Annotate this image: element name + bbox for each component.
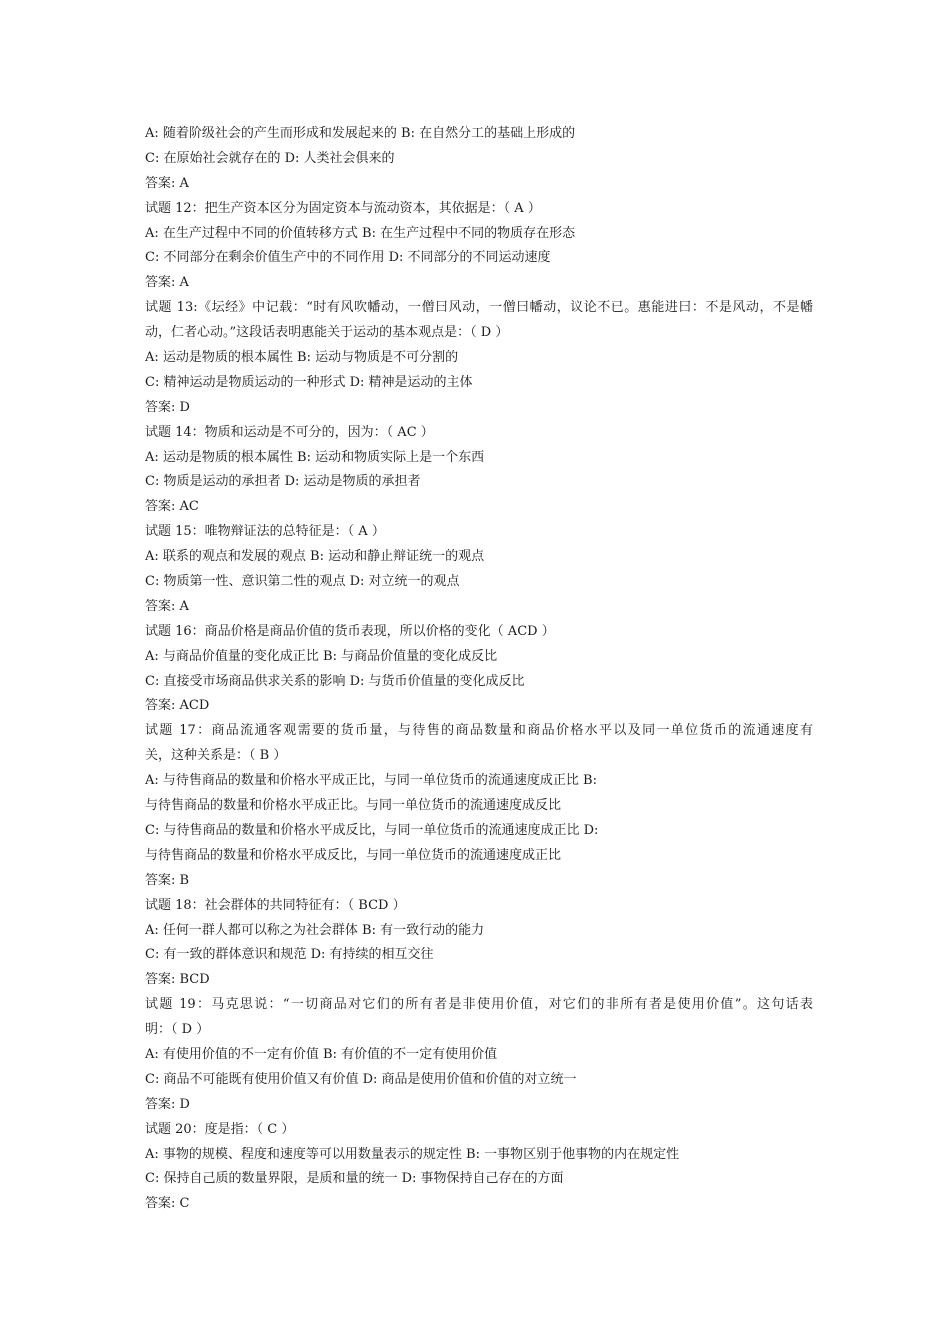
question-line: 试题 20：度是指：（ C ） — [145, 1121, 295, 1137]
question-line: 试题 18：社会群体的共同特征有：（ BCD ） — [145, 897, 406, 913]
question-line: 试题 17：商品流通客观需要的货币量，与待售的商品数量和商品价格水平以及同一单位货币的流通速度有 — [145, 723, 813, 739]
question-line: 试题 16：商品价格是商品价值的货币表现，所以价格的变化（ ACD ） — [145, 623, 555, 639]
answer-line: 答案: A — [145, 275, 189, 291]
question-line: 试题 13:《坛经》中记载：“时有风吹幡动，一僧曰风动，一僧曰幡动，议论不已。惠能进曰：不是风动，不是幡 — [145, 300, 813, 316]
option-line: A: 运动是物质的根本属性 B: 运动和物质实际上是一个东西 — [145, 449, 485, 465]
question-line: 试题 12：把生产资本区分为固定资本与流动资本，其依据是：（ A ） — [145, 200, 541, 216]
option-line: C: 不同部分在剩余价值生产中的不同作用 D: 不同部分的不同运动速度 — [145, 250, 551, 266]
option-line: C: 保持自己质的数量界限，是质和量的统一 D: 事物保持自己存在的方面 — [145, 1171, 564, 1187]
question-line: 试题 15：唯物辩证法的总特征是：（ A ） — [145, 524, 385, 540]
option-line: C: 物质是运动的承担者 D: 运动是物质的承担者 — [145, 474, 421, 490]
option-line: C: 物质第一性、意识第二性的观点 D: 对立统一的观点 — [145, 574, 460, 590]
option-line: A: 与待售商品的数量和价格水平成正比，与同一单位货币的流通速度成正比 B: — [145, 773, 597, 789]
option-line: A: 运动是物质的根本属性 B: 运动与物质是不可分割的 — [145, 350, 459, 366]
option-line: C: 商品不可能既有使用价值又有价值 D: 商品是使用价值和价值的对立统一 — [145, 1071, 577, 1087]
answer-line: 答案: AC — [145, 499, 199, 515]
question-line-continued: 明：（ D ） — [145, 1022, 210, 1038]
answer-line: 答案: B — [145, 872, 190, 888]
answer-line: 答案: A — [145, 598, 189, 614]
option-line: A: 联系的观点和发展的观点 B: 运动和静止辩证统一的观点 — [145, 549, 485, 565]
answer-line: 答案: D — [145, 1096, 190, 1112]
option-line: A: 有使用价值的不一定有价值 B: 有价值的不一定有使用价值 — [145, 1046, 498, 1062]
option-line: A: 在生产过程中不同的价值转移方式 B: 在生产过程中不同的物质存在形态 — [145, 225, 576, 241]
option-line: C: 精神运动是物质运动的一种形式 D: 精神是运动的主体 — [145, 374, 473, 390]
answer-line: 答案: D — [145, 399, 190, 415]
option-line: C: 直接受市场商品供求关系的影响 D: 与货币价值量的变化成反比 — [145, 673, 525, 689]
option-line: C: 与待售商品的数量和价格水平成反比，与同一单位货币的流通速度成正比 D: — [145, 822, 599, 838]
question-line-continued: 关，这种关系是：（ B ） — [145, 748, 287, 764]
question-line: 试题 19：马克思说：“一切商品对它们的所有者是非使用价值，对它们的非所有者是使用价值”。这句话表 — [145, 997, 813, 1013]
document-page — [145, 122, 813, 1217]
option-line: A: 事物的规模、程度和速度等可以用数量表示的规定性 B: 一事物区别于他事物的内在规定性 — [145, 1146, 680, 1162]
option-line: A: 与商品价值量的变化成正比 B: 与商品价值量的变化成反比 — [145, 648, 498, 664]
option-line: A: 任何一群人都可以称之为社会群体 B: 有一致行动的能力 — [145, 922, 485, 938]
answer-line: 答案: ACD — [145, 698, 210, 714]
option-line-continued: 与待售商品的数量和价格水平成正比。与同一单位货币的流通速度成反比 — [145, 798, 562, 814]
question-line-continued: 动，仁者心动。”这段话表明惠能关于运动的基本观点是：（ D ） — [145, 325, 509, 341]
answer-line: 答案: C — [145, 1196, 190, 1212]
question-line: 试题 14：物质和运动是不可分的，因为：（ AC ） — [145, 424, 434, 440]
answer-line: 答案: BCD — [145, 972, 210, 988]
option-line-continued: 与待售商品的数量和价格水平成反比，与同一单位货币的流通速度成正比 — [145, 847, 562, 863]
answer-line: 答案: A — [145, 175, 189, 191]
option-line: A: 随着阶级社会的产生而形成和发展起来的 B: 在自然分工的基础上形成的 — [145, 126, 576, 141]
option-line: C: 有一致的群体意识和规范 D: 有持续的相互交往 — [145, 947, 434, 963]
option-line: C: 在原始社会就存在的 D: 人类社会俱来的 — [145, 150, 395, 166]
